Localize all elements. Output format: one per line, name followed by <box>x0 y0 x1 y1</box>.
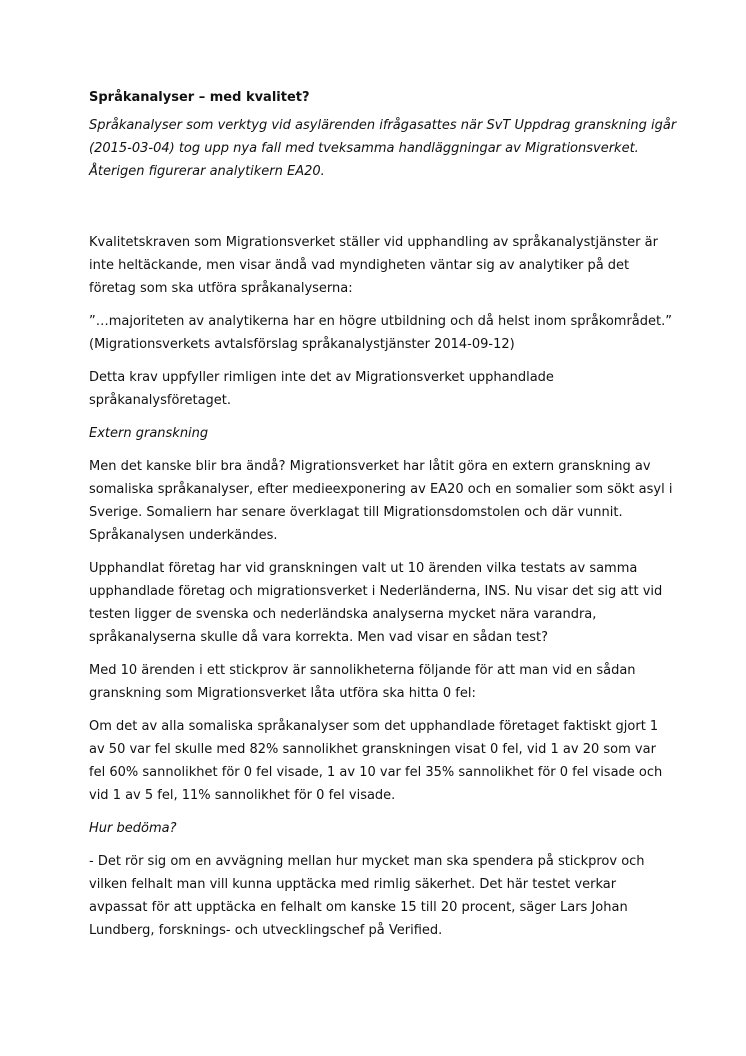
paragraph-line: granskning som Migrationsverket låta utföra ska hitta 0 fel: <box>89 686 476 701</box>
paragraph-line: fel 60% sannolikhet för 0 fel visade, 1 av 10 var fel 35% sannolikhet för 0 fel visade och <box>89 765 663 780</box>
paragraph-line: - Det rör sig om en avvägning mellan hur mycket man ska spendera på stickprov och <box>89 854 645 869</box>
paragraph-line: Språkanalysen underkändes. <box>89 528 278 543</box>
article-lede <box>89 114 677 183</box>
lede-line: Återigen figurerar analytikern EA20. <box>89 164 325 179</box>
paragraph-line: av 50 var fel skulle med 82% sannolikhet granskningen visat 0 fel, vid 1 av 20 som var <box>89 742 656 757</box>
subheading-how-to-assess: Hur bedöma? <box>89 821 177 836</box>
document-page <box>89 88 677 952</box>
quote-source: (Migrationsverkets avtalsförslag språkanalystjänster 2014-09-12) <box>89 337 515 352</box>
paragraph-line: vilken felhalt man vill kunna upptäcka med rimlig säkerhet. Det här testet verkar <box>89 877 617 892</box>
paragraph-line: upphandlade företag och migrationsverket i Nederländerna, INS. Nu visar det sig att vid <box>89 584 663 599</box>
subheading-external-review: Extern granskning <box>89 426 209 441</box>
paragraph-line: Kvalitetskraven som Migrationsverket ställer vid upphandling av språkanalystjänster är <box>89 235 658 250</box>
lede-line: Språkanalyser som verktyg vid asylärenden ifrågasattes när SvT Uppdrag granskning igår <box>89 118 677 133</box>
paragraph-line: avpassat för att upptäcka en felhalt om kanske 15 till 20 procent, säger Lars Johan <box>89 900 628 915</box>
paragraph-line: språkanalysföretaget. <box>89 393 232 408</box>
paragraph-line: företag som ska utföra språkanalyserna: <box>89 281 353 296</box>
paragraph-line: Sverige. Somaliern har senare överklagat till Migrationsdomstolen och där vunnit. <box>89 505 623 520</box>
paragraph-line: Lundberg, forsknings- och utvecklingschef på Verified. <box>89 923 443 938</box>
paragraph-test-selection <box>89 557 669 649</box>
paragraph-line: vid 1 av 5 fel, 11% sannolikhet för 0 fel visade. <box>89 788 396 803</box>
paragraph-line: språkanalyserna skulle då vara korrekta. Men vad visar en sådan test? <box>89 630 549 645</box>
paragraph-quality-requirements <box>89 231 669 300</box>
paragraph-line: Detta krav uppfyller rimligen inte det av Migrationsverket upphandlade <box>89 370 554 385</box>
paragraph-external-review <box>89 455 673 547</box>
paragraph-probability-figures <box>89 715 669 807</box>
paragraph-requirement-not-met <box>89 366 669 412</box>
paragraph-expert-quote <box>89 850 669 942</box>
paragraph-line: Men det kanske blir bra ändå? Migrationsverket har låtit göra en extern granskning av <box>89 459 651 474</box>
quote-line: ”…majoriteten av analytikerna har en högre utbildning och då helst inom språkområdet.” <box>89 314 672 329</box>
paragraph-sample-probabilities <box>89 659 669 705</box>
lede-line: (2015-03-04) tog upp nya fall med tveksamma handläggningar av Migrationsverket. <box>89 141 639 156</box>
quote-block <box>89 310 672 356</box>
paragraph-line: somaliska språkanalyser, efter medieexponering av EA20 och en somalier som sökt asyl i <box>89 482 673 497</box>
paragraph-line: Med 10 ärenden i ett stickprov är sannolikheterna följande för att man vid en sådan <box>89 663 636 678</box>
paragraph-line: Om det av alla somaliska språkanalyser som det upphandlade företaget faktiskt gjort 1 <box>89 719 659 734</box>
paragraph-line: Upphandlat företag har vid granskningen valt ut 10 ärenden vilka testats av samma <box>89 561 638 576</box>
paragraph-line: inte heltäckande, men visar ändå vad myndigheten väntar sig av analytiker på det <box>89 258 630 273</box>
paragraph-line: testen ligger de svenska och nederländska analyserna mycket nära varandra, <box>89 607 597 622</box>
article-title: Språkanalyser – med kvalitet? <box>89 90 310 105</box>
